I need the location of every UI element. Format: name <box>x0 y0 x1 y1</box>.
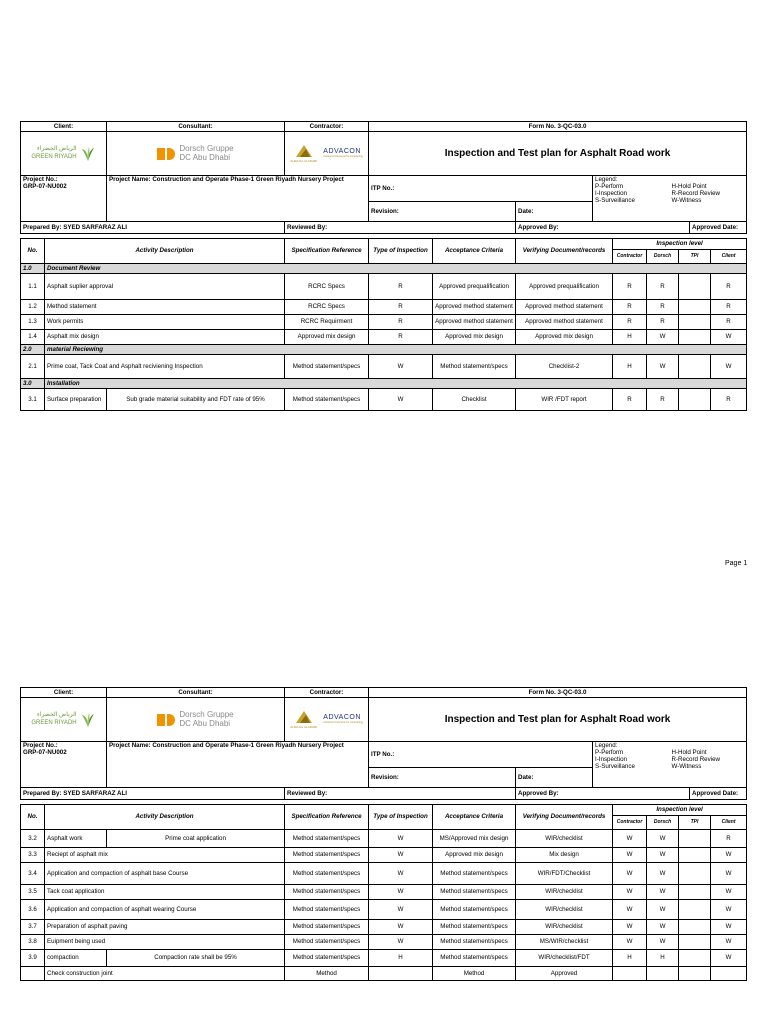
legend-p: P-Perform <box>595 749 624 757</box>
row-verifying: MS/WIR/checklist <box>516 935 613 950</box>
row-no: 1.3 <box>21 315 45 330</box>
row-spec: Method statement/specs <box>285 355 369 379</box>
legend-box <box>593 742 747 788</box>
row-verifying: WIR/checklist/FDT <box>516 950 613 967</box>
row-client: W <box>711 863 747 885</box>
itp-no: ITP No.: <box>369 176 593 202</box>
row-no <box>21 967 45 981</box>
table-row <box>21 950 747 967</box>
sheet2-body <box>21 830 747 981</box>
row-verifying: Approved method statement <box>516 300 613 315</box>
row-tpi <box>679 300 711 315</box>
almajal-logo-icon <box>294 710 314 724</box>
row-type: W <box>369 389 433 411</box>
contractor-logo-sub-text: Advanced Concepts for Contracting <box>323 155 363 159</box>
almajal-logo-icon <box>294 144 314 158</box>
row-no: 3.8 <box>21 935 45 950</box>
palm-leaf-icon <box>80 712 96 728</box>
row-tpi <box>679 900 711 920</box>
form-number: Form No. 3-QC-03.0 <box>369 688 747 698</box>
row-spec: Method <box>285 967 369 981</box>
section-no: 2.0 <box>21 345 45 355</box>
row-tpi <box>679 315 711 330</box>
row-client: R <box>711 300 747 315</box>
row-type: W <box>369 920 433 935</box>
client-logo-english: GREEN RIYADH <box>31 719 77 726</box>
section-title: material Reciewing <box>45 345 747 355</box>
col-no: No. <box>21 239 45 264</box>
row-acceptance: Approved prequalification <box>433 274 516 300</box>
row-no: 3.4 <box>21 863 45 885</box>
row-activity: Work permits <box>45 315 285 330</box>
row-spec: Method statement/specs <box>285 885 369 900</box>
row-dorsch: H <box>647 950 679 967</box>
legend-s: S-Surveillance <box>595 763 635 771</box>
row-activity: Method statement <box>45 300 285 315</box>
table-row <box>21 330 747 345</box>
table-row <box>21 900 747 920</box>
row-client: W <box>711 885 747 900</box>
contractor-logo-sub-text: Advanced Concepts for Contracting <box>323 721 363 725</box>
prepared-by: Prepared By: SYED SARFARAZ ALI <box>21 222 285 234</box>
row-dorsch: R <box>647 300 679 315</box>
legend-r: R-Record Review <box>671 756 720 764</box>
row-dorsch: W <box>647 330 679 345</box>
consultant-label: Consultant: <box>107 122 285 132</box>
row-verifying: Approved <box>516 967 613 981</box>
approved-by: Approved By: <box>516 222 690 234</box>
form-number: Form No. 3-QC-03.0 <box>369 122 747 132</box>
dorsch-logo-icon <box>157 714 175 726</box>
row-no: 3.7 <box>21 920 45 935</box>
row-activity: Application and compaction of asphalt wearing Course <box>45 900 285 920</box>
project-name: Project Name: Construction and Operate Phase-1 Green Riyadh Nursery Project <box>107 176 369 222</box>
row-contractor: R <box>613 315 647 330</box>
row-verifying: WIR/FDT/Checklist <box>516 863 613 885</box>
itp-sheet-page-1 <box>20 121 746 411</box>
row-type: W <box>369 848 433 863</box>
row-contractor: H <box>613 355 647 379</box>
table-row <box>21 300 747 315</box>
col-verifying: Verifying Document/records <box>516 239 613 264</box>
col-inspection-level: Inspection level <box>613 805 747 816</box>
col-contractor: Contractor <box>613 250 647 264</box>
legend-i: I-Inspection <box>595 756 627 764</box>
row-type: W <box>369 355 433 379</box>
table-row <box>21 830 747 848</box>
row-client: W <box>711 355 747 379</box>
section-title: Document Review <box>45 264 747 274</box>
row-activity: Prime coat, Tack Coat and Asphalt reciviening Inspection <box>45 355 285 379</box>
row-activity: Euipment being used <box>45 935 285 950</box>
row-spec: RCRC Specs <box>285 274 369 300</box>
row-client <box>711 967 747 981</box>
legend-title: Legend: <box>595 176 618 183</box>
row-contractor: W <box>613 863 647 885</box>
row-verifying: Approved method statement <box>516 315 613 330</box>
row-contractor: R <box>613 300 647 315</box>
row-dorsch: W <box>647 920 679 935</box>
row-tpi <box>679 355 711 379</box>
row-dorsch: W <box>647 355 679 379</box>
row-acceptance: Method statement/specs <box>433 900 516 920</box>
row-client: R <box>711 389 747 411</box>
row-spec: Method statement/specs <box>285 848 369 863</box>
row-acceptance: Approved method statement <box>433 300 516 315</box>
col-no: No. <box>21 805 45 830</box>
row-verifying: Checklist-2 <box>516 355 613 379</box>
contractor-label: Contractor: <box>285 688 369 698</box>
row-contractor: W <box>613 848 647 863</box>
row-acceptance: Approved mix design <box>433 848 516 863</box>
row-sub-activity: Surface preparation <box>45 389 107 411</box>
row-tpi <box>679 935 711 950</box>
row-acceptance: Method statement/specs <box>433 950 516 967</box>
project-no-value: GRP-07-NU002 <box>23 183 67 191</box>
row-verifying: WIR /FDT report <box>516 389 613 411</box>
row-spec: Method statement/specs <box>285 900 369 920</box>
contractor-logo <box>285 698 369 742</box>
col-acceptance: Acceptance Criteria <box>433 805 516 830</box>
col-acceptance: Acceptance Criteria <box>433 239 516 264</box>
row-dorsch: W <box>647 848 679 863</box>
row-acceptance: Method <box>433 967 516 981</box>
row-no: 3.9 <box>21 950 45 967</box>
col-activity: Activity Description <box>45 239 285 264</box>
row-acceptance: Method statement/specs <box>433 920 516 935</box>
row-contractor: R <box>613 274 647 300</box>
row-acceptance: Approved method statement <box>433 315 516 330</box>
approved-date: Approved Date: <box>690 222 747 234</box>
row-spec: Approved mix design <box>285 330 369 345</box>
contractor-logo <box>285 132 369 176</box>
client-logo-arabic: الرياض الخضراء <box>37 712 77 719</box>
row-acceptance: Method statement/specs <box>433 863 516 885</box>
row-no: 2.1 <box>21 355 45 379</box>
col-dorsch: Dorsch <box>647 250 679 264</box>
row-verifying: WIR/checklist <box>516 900 613 920</box>
consultant-logo-line1: Dorsch Gruppe <box>179 143 234 153</box>
consultant-label: Consultant: <box>107 688 285 698</box>
legend-table <box>593 742 746 771</box>
row-type: W <box>369 830 433 848</box>
row-contractor: W <box>613 920 647 935</box>
row-client: W <box>711 330 747 345</box>
row-client: W <box>711 950 747 967</box>
section-header-row <box>21 264 747 274</box>
row-spec: Method statement/specs <box>285 389 369 411</box>
date-label: Date: <box>516 768 593 788</box>
section-no: 3.0 <box>21 379 45 389</box>
row-client: R <box>711 830 747 848</box>
approved-by: Approved By: <box>516 788 690 800</box>
page-number: Page 1 <box>725 560 748 567</box>
col-type: Type of Inspection <box>369 805 433 830</box>
col-client: Client <box>711 816 747 830</box>
col-dorsch: Dorsch <box>647 816 679 830</box>
row-type: W <box>369 900 433 920</box>
row-no: 3.3 <box>21 848 45 863</box>
row-acceptance: Method statement/specs <box>433 885 516 900</box>
row-contractor: W <box>613 830 647 848</box>
row-acceptance: Method statement/specs <box>433 355 516 379</box>
legend-h: H-Hold Point <box>671 183 707 191</box>
col-activity: Activity Description <box>45 805 285 830</box>
legend-r: R-Record Review <box>671 190 720 198</box>
row-spec: Method statement/specs <box>285 950 369 967</box>
legend-s: S-Surveillance <box>595 197 635 205</box>
legend-title: Legend: <box>595 742 618 749</box>
row-client: W <box>711 900 747 920</box>
client-logo-arabic: الرياض الخضراء <box>37 146 77 153</box>
row-acceptance: Approved mix design <box>433 330 516 345</box>
row-contractor: H <box>613 330 647 345</box>
row-verifying: Approved mix design <box>516 330 613 345</box>
row-tpi <box>679 863 711 885</box>
row-tpi <box>679 848 711 863</box>
row-spec: Method statement/specs <box>285 830 369 848</box>
row-tpi <box>679 950 711 967</box>
table-row <box>21 863 747 885</box>
approved-date: Approved Date: <box>690 788 747 800</box>
row-tpi <box>679 967 711 981</box>
contractor-logo-right-text: ADVACON <box>323 714 361 722</box>
consultant-logo-line2: DC Abu Dhabi <box>179 718 231 728</box>
col-verifying: Verifying Document/records <box>516 805 613 830</box>
reviewed-by: Reviewed By: <box>285 222 516 234</box>
row-acceptance: Method statement/specs <box>433 935 516 950</box>
revision-label: Revision: <box>369 202 516 222</box>
table-row <box>21 967 747 981</box>
legend-p: P-Perform <box>595 183 624 191</box>
table-row <box>21 355 747 379</box>
table-row <box>21 389 747 411</box>
date-label: Date: <box>516 202 593 222</box>
table-row <box>21 274 747 300</box>
legend-box <box>593 176 747 222</box>
row-client: W <box>711 935 747 950</box>
reviewed-by: Reviewed By: <box>285 788 516 800</box>
row-activity: Application and compaction of asphalt base Course <box>45 863 285 885</box>
row-verifying: Approved prequalification <box>516 274 613 300</box>
row-activity: Compaction rate shall be 95% <box>107 950 285 967</box>
row-tpi <box>679 274 711 300</box>
row-no: 3.5 <box>21 885 45 900</box>
row-tpi <box>679 920 711 935</box>
row-contractor: W <box>613 885 647 900</box>
row-client: W <box>711 848 747 863</box>
itp-sheet-page-2 <box>20 687 746 981</box>
consultant-logo <box>107 132 285 176</box>
legend-w: W-Witness <box>671 197 702 205</box>
row-spec: RCRC Specs <box>285 300 369 315</box>
row-client: R <box>711 315 747 330</box>
contractor-logo-left-text: ALMAJAL ALARABI <box>290 158 317 163</box>
row-activity: Asphalt suplier approval <box>45 274 285 300</box>
col-tpi: TPI <box>679 250 711 264</box>
table-row <box>21 885 747 900</box>
legend-h: H-Hold Point <box>671 749 707 757</box>
row-type: R <box>369 274 433 300</box>
row-dorsch: W <box>647 863 679 885</box>
section-header-row <box>21 379 747 389</box>
row-no: 3.2 <box>21 830 45 848</box>
row-acceptance: MS/Approved mix design <box>433 830 516 848</box>
revision-label: Revision: <box>369 768 516 788</box>
project-no-value: GRP-07-NU002 <box>23 749 67 757</box>
itp-header-table <box>20 121 747 234</box>
table-row <box>21 920 747 935</box>
table-row <box>21 935 747 950</box>
row-client: R <box>711 274 747 300</box>
row-spec: Method statement/specs <box>285 863 369 885</box>
section-title: Installation <box>45 379 747 389</box>
row-dorsch: R <box>647 389 679 411</box>
row-tpi <box>679 885 711 900</box>
document-title: Inspection and Test plan for Asphalt Road work <box>369 132 747 176</box>
palm-leaf-icon <box>80 146 96 162</box>
legend-w: W-Witness <box>671 763 702 771</box>
col-inspection-level: Inspection level <box>613 239 747 250</box>
section-no: 1.0 <box>21 264 45 274</box>
client-label: Client: <box>21 688 107 698</box>
contractor-label: Contractor: <box>285 122 369 132</box>
contractor-logo-right-text: ADVACON <box>323 148 361 156</box>
consultant-logo <box>107 698 285 742</box>
row-type: H <box>369 950 433 967</box>
row-type: W <box>369 885 433 900</box>
row-verifying: WIR/checklist <box>516 830 613 848</box>
row-contractor <box>613 967 647 981</box>
row-no: 1.2 <box>21 300 45 315</box>
itp-no: ITP No.: <box>369 742 593 768</box>
project-no-label: Project No.: <box>23 176 58 183</box>
row-no: 1.4 <box>21 330 45 345</box>
row-dorsch: W <box>647 885 679 900</box>
section-header-row <box>21 345 747 355</box>
legend-i: I-Inspection <box>595 190 627 198</box>
row-type: R <box>369 315 433 330</box>
row-contractor: W <box>613 935 647 950</box>
row-dorsch: R <box>647 274 679 300</box>
project-no <box>21 176 107 222</box>
col-spec: Specification Reference <box>285 239 369 264</box>
project-no-label: Project No.: <box>23 742 58 749</box>
project-name: Project Name: Construction and Operate Phase-1 Green Riyadh Nursery Project <box>107 742 369 788</box>
row-no: 1.1 <box>21 274 45 300</box>
row-dorsch: W <box>647 830 679 848</box>
row-sub-activity: Asphalt work <box>45 830 107 848</box>
row-contractor: R <box>613 389 647 411</box>
itp-activity-table <box>20 238 747 411</box>
row-dorsch: R <box>647 315 679 330</box>
client-logo <box>21 132 107 176</box>
col-contractor: Contractor <box>613 816 647 830</box>
contractor-logo-left-text: ALMAJAL ALARABI <box>290 724 317 729</box>
legend-table <box>593 176 746 205</box>
row-activity: Preparation of asphalt paving <box>45 920 285 935</box>
consultant-logo-line1: Dorsch Gruppe <box>179 709 234 719</box>
row-spec: RCRC Requirment <box>285 315 369 330</box>
row-activity: Reciept of asphalt mix <box>45 848 285 863</box>
row-tpi <box>679 330 711 345</box>
sheet1-body <box>21 264 747 411</box>
document-title: Inspection and Test plan for Asphalt Road work <box>369 698 747 742</box>
row-activity: Tack coat application <box>45 885 285 900</box>
row-spec: Method statement/specs <box>285 920 369 935</box>
row-dorsch: W <box>647 935 679 950</box>
client-logo-english: GREEN RIYADH <box>31 153 77 160</box>
table-row <box>21 848 747 863</box>
dorsch-logo-icon <box>157 148 175 160</box>
client-label: Client: <box>21 122 107 132</box>
row-verifying: WIR/checklist <box>516 885 613 900</box>
row-verifying: Mix design <box>516 848 613 863</box>
row-no: 3.1 <box>21 389 45 411</box>
row-no: 3.6 <box>21 900 45 920</box>
row-client: W <box>711 920 747 935</box>
col-spec: Specification Reference <box>285 805 369 830</box>
row-type: W <box>369 863 433 885</box>
row-dorsch: W <box>647 900 679 920</box>
project-no <box>21 742 107 788</box>
row-type <box>369 967 433 981</box>
row-type: R <box>369 330 433 345</box>
consultant-logo-line2: DC Abu Dhabi <box>179 152 231 162</box>
itp-activity-table-2 <box>20 804 747 981</box>
row-verifying: WIR/checklist <box>516 920 613 935</box>
col-tpi: TPI <box>679 816 711 830</box>
row-activity: Sub grade material suitability and FDT rate of 95% <box>107 389 285 411</box>
row-contractor: H <box>613 950 647 967</box>
row-activity: Asphalt mix design <box>45 330 285 345</box>
row-tpi <box>679 389 711 411</box>
prepared-by: Prepared By: SYED SARFARAZ ALI <box>21 788 285 800</box>
client-logo <box>21 698 107 742</box>
row-spec: Method statement/specs <box>285 935 369 950</box>
row-acceptance: Checklist <box>433 389 516 411</box>
row-activity: Prime coat application <box>107 830 285 848</box>
row-dorsch <box>647 967 679 981</box>
table-row <box>21 315 747 330</box>
row-type: W <box>369 935 433 950</box>
row-activity: Check construction joint <box>45 967 285 981</box>
row-contractor: W <box>613 900 647 920</box>
row-tpi <box>679 830 711 848</box>
itp-header-table-2 <box>20 687 747 800</box>
row-sub-activity: compaction <box>45 950 107 967</box>
row-type: R <box>369 300 433 315</box>
col-type: Type of Inspection <box>369 239 433 264</box>
col-client: Client <box>711 250 747 264</box>
